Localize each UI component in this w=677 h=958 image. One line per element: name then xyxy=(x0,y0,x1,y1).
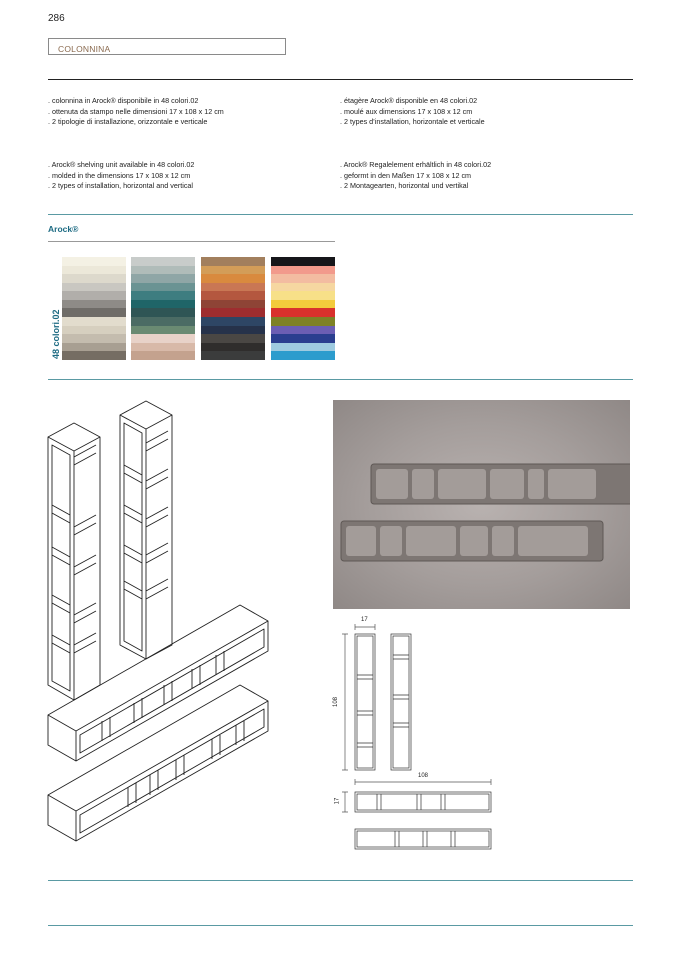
horizontal-shelf-upper xyxy=(48,605,268,761)
color-swatch xyxy=(271,351,335,360)
color-swatch xyxy=(201,317,265,326)
section-divider xyxy=(48,379,633,380)
wall-shelves-photo xyxy=(333,400,630,609)
color-swatch xyxy=(131,351,195,360)
swatch-column xyxy=(62,257,126,360)
color-swatch xyxy=(201,326,265,335)
desc-line: . molded in the dimensions 17 x 108 x 12 cm xyxy=(48,170,191,180)
color-swatch xyxy=(271,343,335,352)
desc-line: . Arock® Regalelement erhältlich in 48 colori.02 xyxy=(340,160,492,169)
desc-line: . 2 tipologie di installazione, orizzontale e verticale xyxy=(48,117,208,126)
palette-label: 48 colori.02 xyxy=(51,309,61,359)
color-swatch xyxy=(62,334,126,343)
color-swatch xyxy=(271,308,335,317)
material-underline xyxy=(48,241,335,242)
color-swatch xyxy=(62,274,126,283)
vertical-column-right xyxy=(120,401,172,659)
color-swatch xyxy=(62,351,126,360)
color-swatch xyxy=(131,343,195,352)
color-swatch xyxy=(62,291,126,300)
color-swatch xyxy=(271,300,335,309)
color-swatch xyxy=(271,317,335,326)
color-swatch xyxy=(201,351,265,360)
swatch-column xyxy=(131,257,195,360)
color-swatch xyxy=(62,300,126,309)
color-swatch xyxy=(271,291,335,300)
desc-line: . ottenuta da stampo nelle dimensioni 17 x 108 x 12 cm xyxy=(48,106,224,116)
footer-divider xyxy=(48,880,633,881)
desc-line: . moulé aux dimensions 17 x 108 x 12 cm xyxy=(340,106,473,116)
color-swatch xyxy=(131,257,195,266)
color-swatch xyxy=(201,291,265,300)
color-swatch xyxy=(131,291,195,300)
color-swatch xyxy=(271,274,335,283)
color-swatch xyxy=(201,257,265,266)
color-swatch xyxy=(62,326,126,335)
dim-width-label: 17 xyxy=(361,617,368,623)
description-german xyxy=(340,160,491,192)
color-swatch xyxy=(131,308,195,317)
dim-length-label: 108 xyxy=(418,773,429,779)
color-swatch xyxy=(131,266,195,275)
desc-line: . 2 Montagearten, horizontal und vertikal xyxy=(340,181,469,190)
color-swatch xyxy=(62,317,126,326)
color-swatch xyxy=(201,308,265,317)
desc-line: . 2 types of installation, horizontal and vertical xyxy=(48,181,194,190)
color-swatch xyxy=(62,266,126,275)
color-swatch xyxy=(131,283,195,292)
color-swatch xyxy=(62,283,126,292)
color-swatch xyxy=(62,308,126,317)
desc-line: . colonnina in Arock® disponibile in 48 colori.02 xyxy=(48,96,199,105)
color-swatch xyxy=(201,334,265,343)
color-swatch xyxy=(271,257,335,266)
color-swatch xyxy=(131,326,195,335)
isometric-drawing xyxy=(40,395,280,845)
desc-line: . étagère Arock® disponible en 48 colori.02 xyxy=(340,96,478,105)
color-swatch xyxy=(62,343,126,352)
color-swatch xyxy=(131,317,195,326)
page-number: 286 xyxy=(48,13,65,24)
color-swatch xyxy=(271,326,335,335)
color-swatch xyxy=(201,274,265,283)
dim-height-label: 108 xyxy=(333,696,340,708)
swatch-column xyxy=(201,257,265,360)
description-english xyxy=(48,160,194,192)
color-swatch xyxy=(201,283,265,292)
desc-line: . 2 types d’installation, horizontale et verticale xyxy=(340,117,485,126)
color-swatch xyxy=(131,300,195,309)
color-swatch xyxy=(271,266,335,275)
dimension-drawings xyxy=(333,615,503,860)
description-italian xyxy=(48,96,224,128)
dim-depth-label: 17 xyxy=(334,797,341,805)
section-divider xyxy=(48,214,633,215)
product-title: COLONNINA xyxy=(58,44,111,54)
color-swatch xyxy=(201,266,265,275)
footer-divider-bottom xyxy=(48,925,633,926)
top-divider xyxy=(48,79,633,80)
color-swatch xyxy=(201,343,265,352)
swatch-column xyxy=(271,257,335,360)
vertical-column-left xyxy=(48,423,100,700)
color-swatch xyxy=(131,334,195,343)
color-swatch xyxy=(131,274,195,283)
color-swatch xyxy=(62,257,126,266)
desc-line: . Arock® shelving unit available in 48 colori.02 xyxy=(48,160,195,169)
product-photo xyxy=(333,400,630,609)
desc-line: . geformt in den Maßen 17 x 108 x 12 cm xyxy=(340,170,472,180)
material-name: Arock® xyxy=(48,224,79,234)
technical-drawing xyxy=(333,615,503,860)
description-french xyxy=(340,96,485,128)
product-title-box xyxy=(48,38,286,55)
color-swatch xyxy=(271,334,335,343)
color-swatch xyxy=(201,300,265,309)
color-swatch xyxy=(271,283,335,292)
